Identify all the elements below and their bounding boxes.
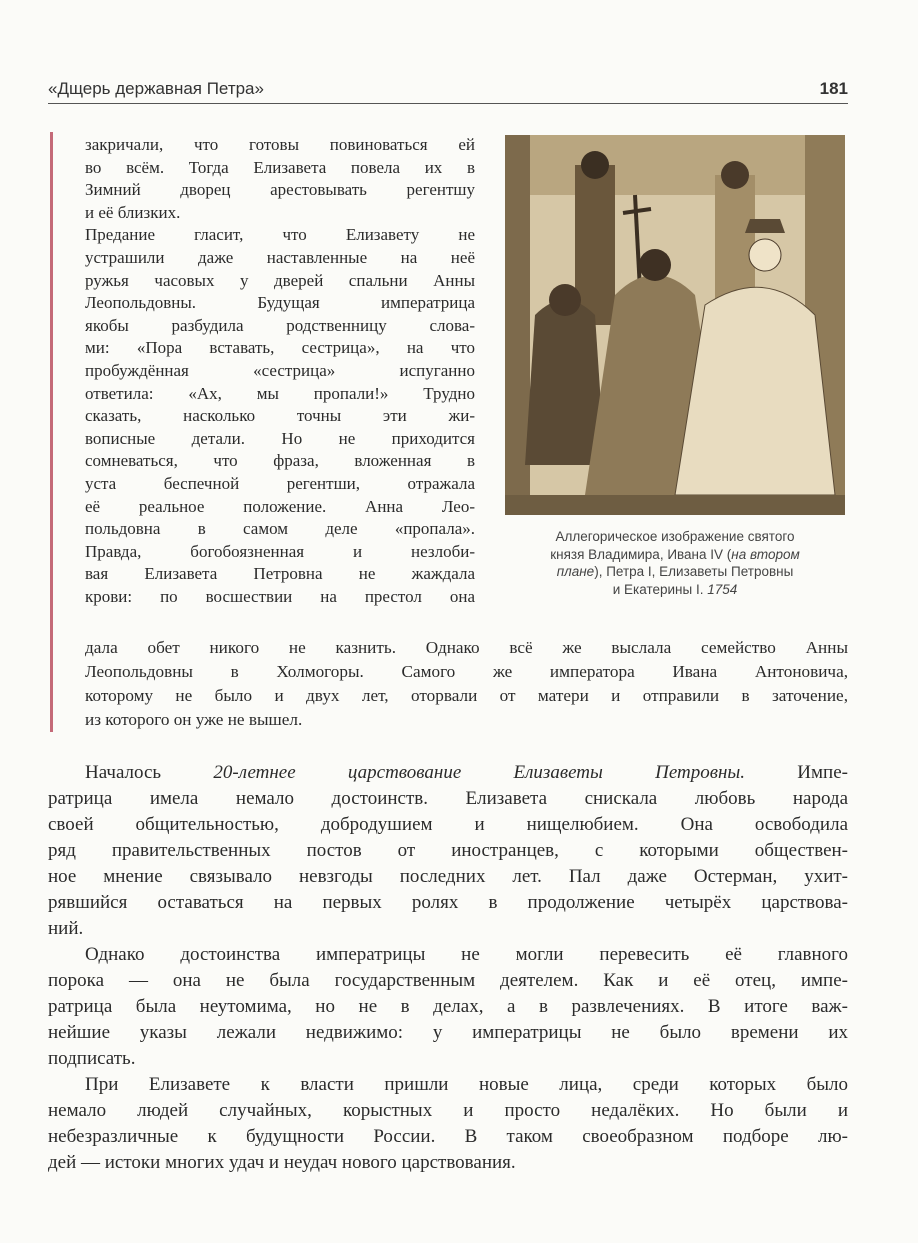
- paragraph: [48, 760, 848, 942]
- text-line: закричали, что готовы повиноваться ей: [85, 135, 475, 154]
- emphasis-text: 20-летнее царствование Елизаветы Петровны.: [213, 762, 746, 783]
- text-line: ратрица имела немало достоинств. Елизавета снискала любовь народа: [48, 788, 848, 809]
- text-line: ружья часовых у дверей спальни Анны: [85, 270, 475, 290]
- text-line: вописные детали. Но не приходится: [85, 428, 475, 448]
- text-line: сомневаться, что фраза, вложенная в: [85, 451, 475, 471]
- text-line: Однако достоинства императрицы не могли перевесить её главного: [85, 944, 848, 965]
- caption-italic: на втором: [731, 546, 800, 562]
- text-line: ответила: «Ах, мы пропали!» Трудно: [85, 383, 475, 403]
- text-line: ряд правительственных постов от иностранцев, с которыми обществен-: [48, 840, 848, 861]
- caption-line: [505, 581, 845, 599]
- text-line: рявшийся оставаться на первых ролях в продолжение четырёх царствова-: [48, 892, 848, 913]
- paragraph: [48, 942, 848, 1072]
- text-segment: Началось: [85, 762, 214, 783]
- text-line: во всём. Тогда Елизавета повела их в: [85, 157, 475, 177]
- text-line: якобы разбудила родственницу слова-: [85, 315, 475, 335]
- page-number: 181: [819, 79, 848, 98]
- text-line: Леопольдовны. Будущая императрица: [85, 293, 475, 313]
- text-segment: Импе-: [745, 762, 848, 783]
- caption-line: Аллегорическое изображение святого: [555, 529, 795, 544]
- text-line: вая Елизавета Петровна не жаждала: [85, 564, 475, 584]
- text-line: дала обет никого не казнить. Однако всё же выслала семейство Анны: [85, 638, 848, 657]
- caption-year: 1754: [707, 581, 738, 597]
- text-line: немало людей случайных, корыстных и просто недалёких. Но были и: [48, 1100, 848, 1121]
- text-line: небезразличные к будущности России. В таком своеобразном подборе лю-: [48, 1126, 848, 1147]
- text-line: уста беспечной регентши, отражала: [85, 473, 475, 493]
- text-line: дей — истоки многих удач и неудач нового царствования.: [48, 1152, 516, 1173]
- sidebar-text-wide: [85, 636, 848, 732]
- caption-text: князя Владимира, Ивана IV (: [550, 546, 732, 562]
- caption-line: [505, 563, 845, 581]
- caption-line: [505, 546, 845, 564]
- text-line: ми: «Пора вставать, сестрица», на что: [85, 338, 475, 358]
- text-line: Леопольдовны в Холмогоры. Самого же императора Ивана Антоновича,: [85, 662, 848, 681]
- text-line: и её близких.: [85, 202, 181, 222]
- sidebar-text-column: [85, 134, 475, 608]
- caption-italic: плане: [556, 564, 595, 579]
- text-line: Предание гласит, что Елизавету не: [85, 225, 475, 245]
- text-line: ное мнение связывало невзгоды последних лет. Пал даже Остерман, ухит-: [48, 866, 848, 887]
- text-line: нейшие указы лежали недвижимо: у императрицы не было времени их: [48, 1022, 848, 1043]
- text-line: которому не было и двух лет, оторвали от матери и отправили в заточение,: [85, 686, 848, 705]
- text-line: порока — она не была государственным деятелем. Как и её отец, импе-: [48, 970, 848, 991]
- text-line: пробуждённая «сестрица» испуганно: [85, 360, 475, 380]
- allegorical-illustration: [505, 135, 845, 515]
- text-line: [48, 760, 848, 786]
- text-line: устрашили даже наставленные на неё: [85, 247, 475, 267]
- running-header: [48, 79, 848, 104]
- main-text: [48, 760, 848, 1176]
- text-line: При Елизавете к власти пришли новые лица, среди которых было: [85, 1074, 848, 1095]
- caption-text: ), Петра I, Елизаветы Петровны: [594, 564, 794, 579]
- text-line: из которого он уже не вышел.: [85, 710, 303, 729]
- caption-text: и Екатерины I.: [612, 581, 708, 597]
- text-line: ний.: [48, 918, 84, 939]
- text-line: своей общительностью, добродушием и нищелюбием. Она освободила: [48, 814, 848, 835]
- text-line: Правда, богобоязненная и незлоби-: [85, 541, 475, 561]
- text-line: подписать.: [48, 1048, 136, 1069]
- chapter-title: «Дщерь державная Петра»: [48, 79, 264, 98]
- text-line: её реальное положение. Анна Лео-: [85, 496, 475, 516]
- text-line: ратрица была неутомима, но не в делах, а в развлечениях. В итоге важ-: [48, 996, 848, 1017]
- text-line: крови: по восшествии на престол она: [85, 586, 475, 606]
- paragraph: [48, 1072, 848, 1176]
- figure-caption: [505, 528, 845, 598]
- text-line: сказать, насколько точны эти жи-: [85, 406, 475, 426]
- text-line: польдовна в самом деле «пропала».: [85, 519, 475, 539]
- sidebar-accent-bar: [50, 132, 53, 732]
- text-line: Зимний дворец арестовывать регентшу: [85, 180, 475, 200]
